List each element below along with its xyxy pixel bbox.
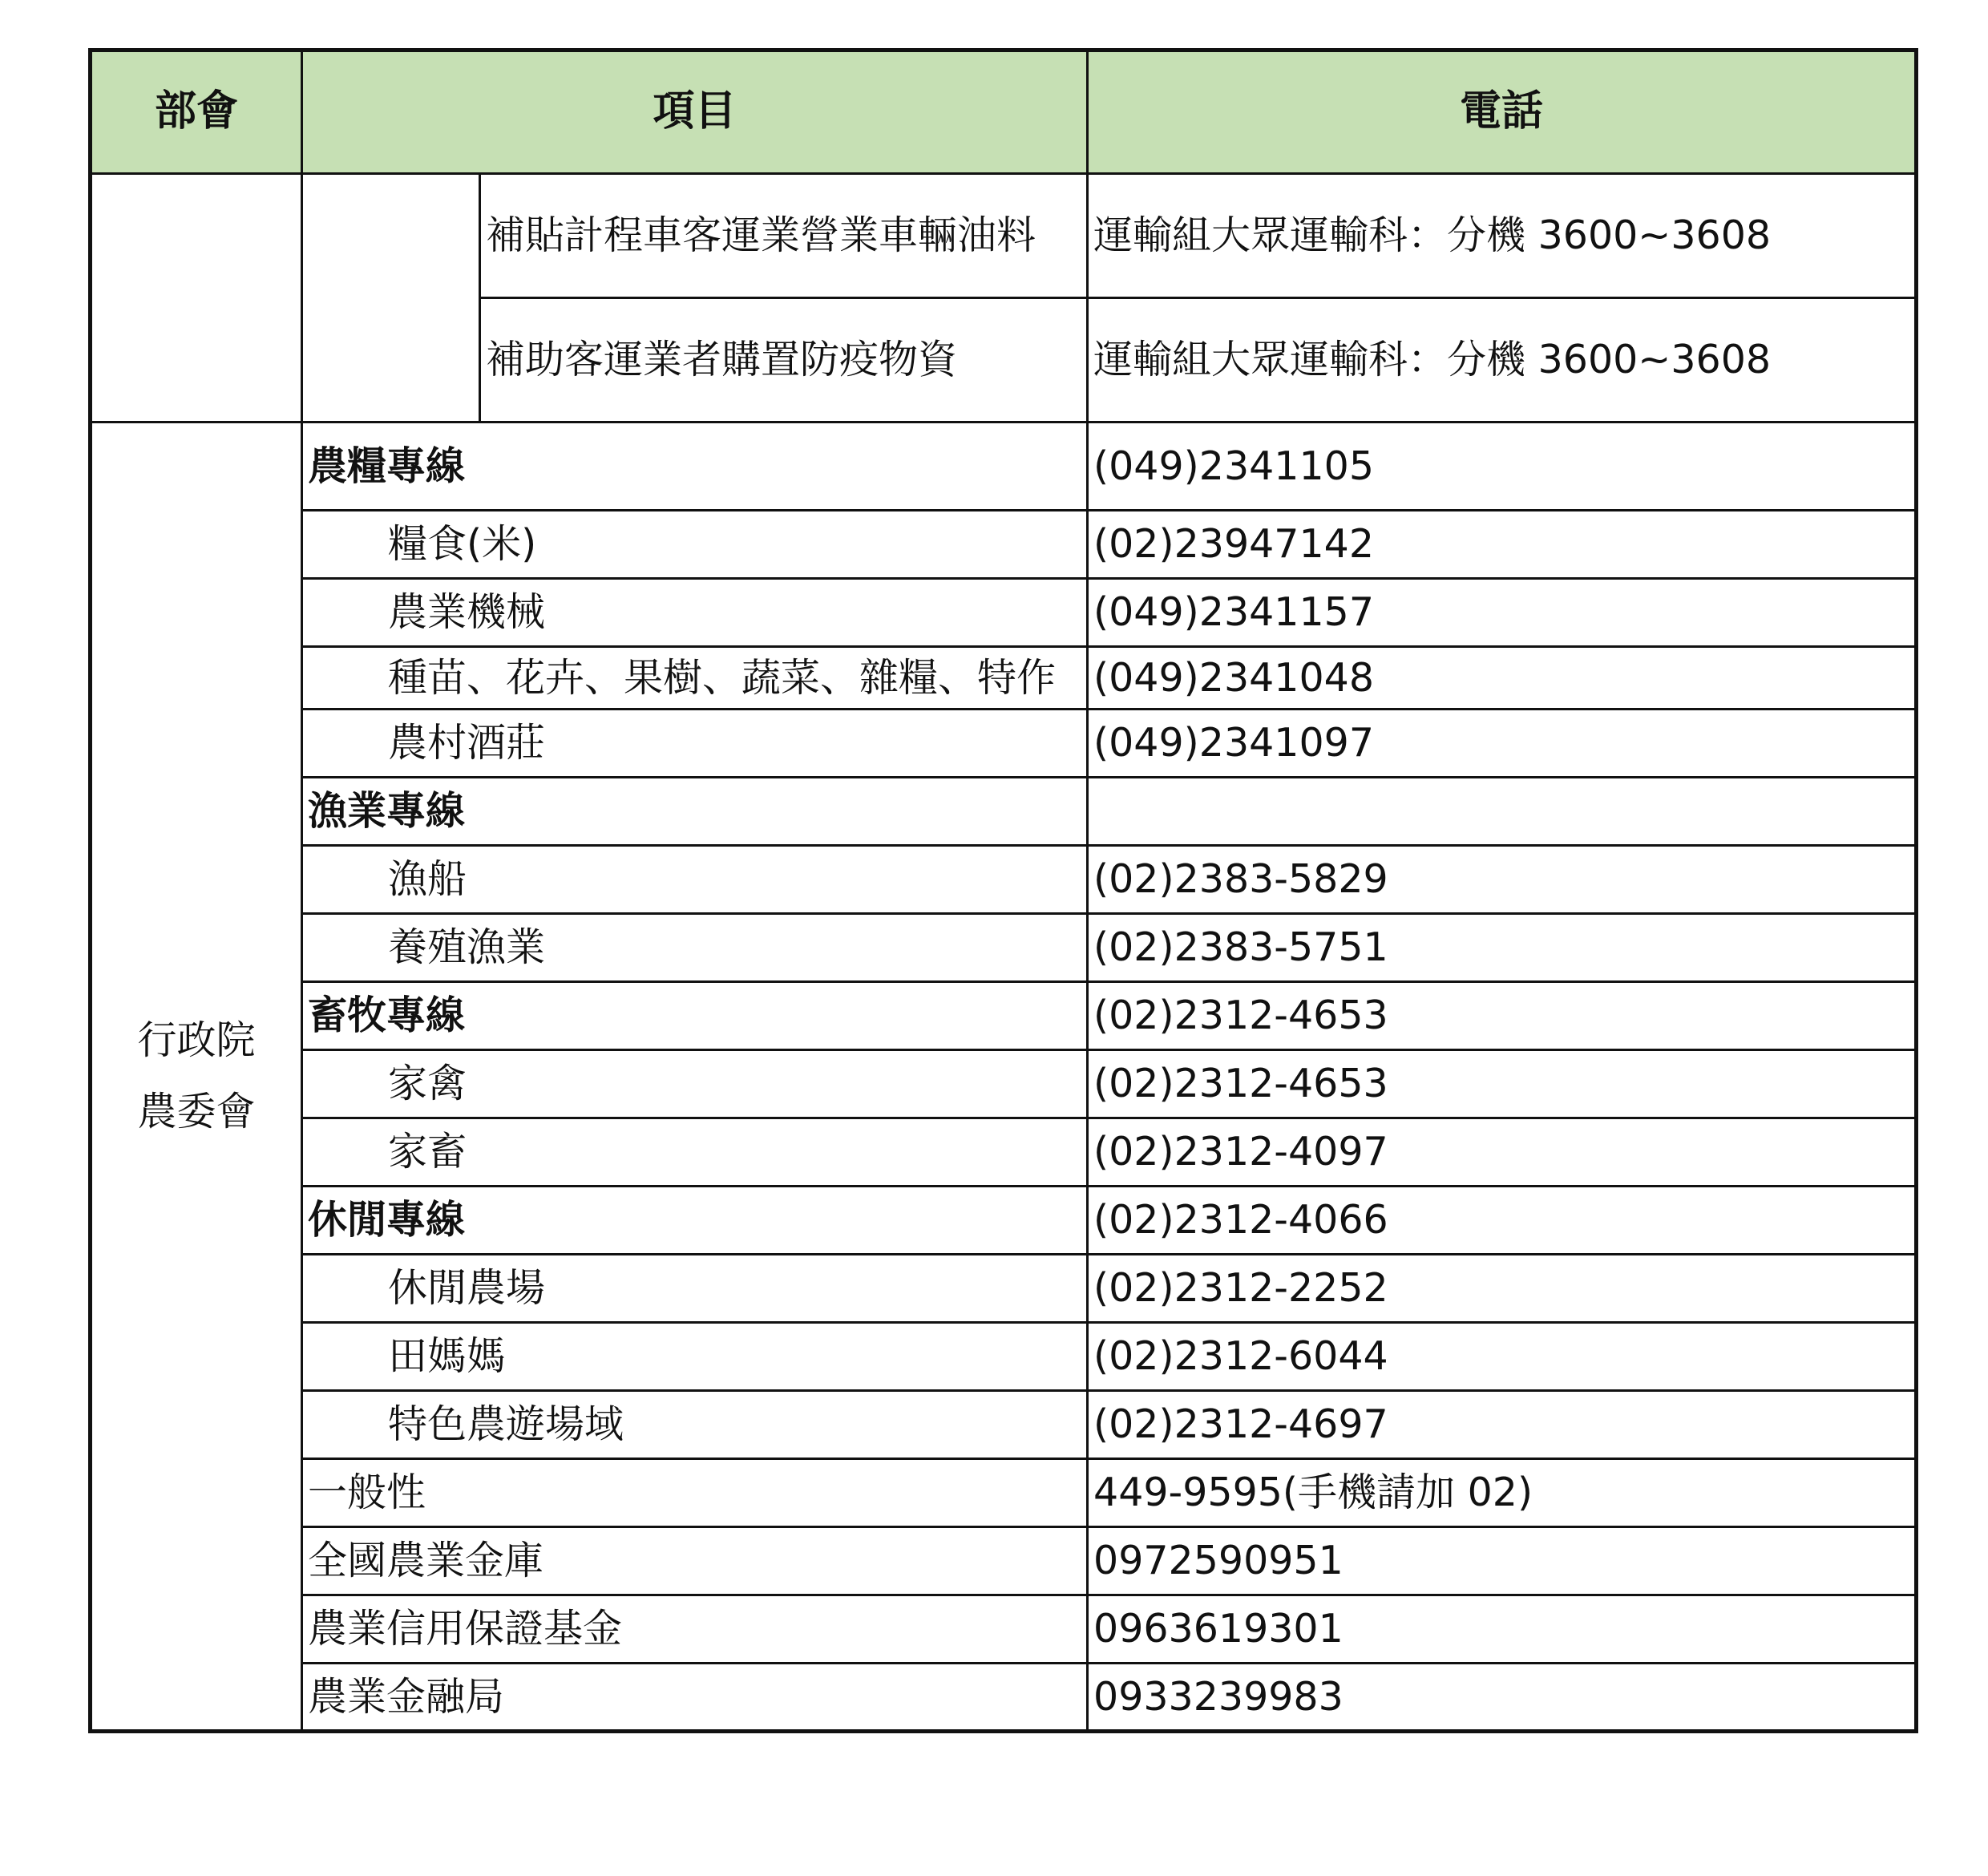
item-cell: 補助客運業者購置防疫物資 [480,298,1088,423]
item-cell: 休閒農場 [302,1255,1088,1323]
dept-name-line1: 行政院 [137,1017,256,1064]
header-item: 項目 [302,51,1088,174]
phone-cell: 0933239983 [1088,1664,1917,1732]
item-cell: 特色農遊場域 [302,1391,1088,1459]
phone-cell: (049)2341105 [1088,423,1917,511]
phone-cell: 運輸組大眾運輸科：分機 3600~3608 [1088,174,1917,298]
item-cell: 一般性 [302,1459,1088,1527]
table-row [91,511,1917,579]
table-row [91,778,1917,846]
table-row [91,982,1917,1050]
phone-cell: (02)2383-5829 [1088,846,1917,914]
table-row [91,1050,1917,1118]
phone-cell: 0963619301 [1088,1595,1917,1664]
table-row [91,647,1917,710]
item-cell: 農村酒莊 [302,710,1088,778]
item-cell: 全國農業金庫 [302,1527,1088,1595]
category-heading: 農糧專線 [302,423,1088,511]
phone-cell: (02)2383-5751 [1088,914,1917,982]
category-heading: 畜牧專線 [302,982,1088,1050]
item-cell: 家畜 [302,1118,1088,1187]
table-row [91,1664,1917,1732]
phone-cell: (049)2341097 [1088,710,1917,778]
table-row [91,423,1917,511]
phone-cell: (049)2341048 [1088,647,1917,710]
category-heading: 漁業專線 [302,778,1088,846]
phone-cell: (02)2312-6044 [1088,1323,1917,1391]
table-row [91,1527,1917,1595]
table-row [91,1595,1917,1664]
dept-cell-empty [91,174,302,423]
table-row [91,914,1917,982]
table-row [91,1391,1917,1459]
table-row [91,1118,1917,1187]
table-row [91,710,1917,778]
phone-cell: 運輸組大眾運輸科：分機 3600~3608 [1088,298,1917,423]
phone-cell: (049)2341157 [1088,579,1917,647]
item-cell: 種苗、花卉、果樹、蔬菜、雜糧、特作 [302,647,1088,710]
item-cell: 家禽 [302,1050,1088,1118]
table-row [91,1255,1917,1323]
item-cell: 補貼計程車客運業營業車輛油料 [480,174,1088,298]
table-row [91,1323,1917,1391]
item-cell: 農業機械 [302,579,1088,647]
phone-cell: (02)2312-4097 [1088,1118,1917,1187]
phone-cell: (02)2312-2252 [1088,1255,1917,1323]
table-row [91,579,1917,647]
phone-cell [1088,778,1917,846]
table-row [91,846,1917,914]
phone-cell: 449-9595(手機請加 02) [1088,1459,1917,1527]
dept-cell-coa [91,423,302,1732]
phone-cell: (02)2312-4066 [1088,1187,1917,1255]
item-cell: 農業信用保證基金 [302,1595,1088,1664]
table-row [91,174,1917,298]
item-cell: 糧食(米) [302,511,1088,579]
phone-cell: 0972590951 [1088,1527,1917,1595]
phone-cell: (02)2312-4653 [1088,982,1917,1050]
item-cell: 農業金融局 [302,1664,1088,1732]
table-row [91,1187,1917,1255]
dept-name-line2: 農委會 [137,1088,256,1134]
category-heading: 休閒專線 [302,1187,1088,1255]
header-phone: 電話 [1088,51,1917,174]
item-cell: 田媽媽 [302,1323,1088,1391]
phone-cell: (02)2312-4653 [1088,1050,1917,1118]
item-cell: 漁船 [302,846,1088,914]
table-header-row [91,51,1917,174]
phone-cell: (02)23947142 [1088,511,1917,579]
table-row [91,1459,1917,1527]
contact-table [88,48,1918,1733]
item-cell: 養殖漁業 [302,914,1088,982]
header-dept: 部會 [91,51,302,174]
category-cell-empty [302,174,480,423]
phone-cell: (02)2312-4697 [1088,1391,1917,1459]
